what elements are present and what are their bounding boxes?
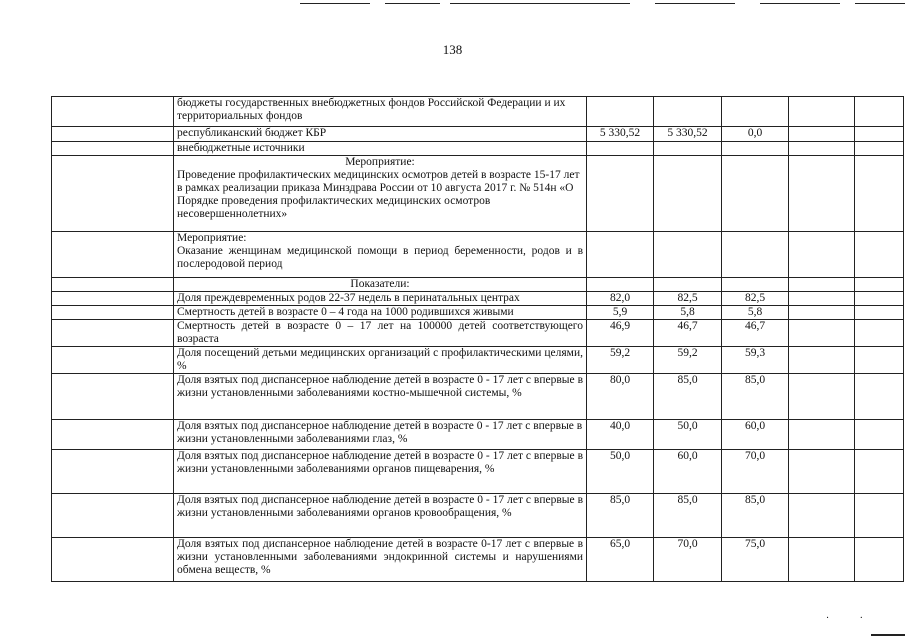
description-cell <box>174 292 587 306</box>
table-row <box>52 347 904 374</box>
value-cell-v2: 59,2 <box>654 347 722 374</box>
value-cell-v2: 46,7 <box>654 320 722 347</box>
value-cell-v2 <box>654 97 722 127</box>
value-cell-v1: 40,0 <box>587 420 654 450</box>
description-text: Доля взятых под диспансерное наблюдение детей в возрасте 0 - 17 лет с впервые в жизни установленными заболеваниями органов кровообращения, % <box>177 494 583 519</box>
description-text: Оказание женщинам медицинской помощи в период беременности, родов и в послеродовой период <box>177 245 583 270</box>
table-row <box>52 374 904 420</box>
value-cell-v3: 59,3 <box>722 347 789 374</box>
empty-cell <box>855 538 904 582</box>
value-cell-v3: 82,5 <box>722 292 789 306</box>
empty-cell <box>789 347 855 374</box>
description-cell <box>174 156 587 232</box>
table-row <box>52 494 904 538</box>
row-label-cell <box>52 374 174 420</box>
value-cell-v2: 70,0 <box>654 538 722 582</box>
value-cell-v1 <box>587 156 654 232</box>
table-row <box>52 278 904 292</box>
value-cell-v1 <box>587 142 654 156</box>
row-label-cell <box>52 320 174 347</box>
empty-cell <box>789 450 855 494</box>
empty-cell <box>855 127 904 142</box>
table-row <box>52 538 904 582</box>
value-cell-v1: 65,0 <box>587 538 654 582</box>
value-cell-v2 <box>654 278 722 292</box>
description-cell <box>174 306 587 320</box>
empty-cell <box>789 278 855 292</box>
description-text: Доля посещений детьми медицинских организаций с профилактическими целями, % <box>177 347 583 372</box>
table-row <box>52 320 904 347</box>
value-cell-v2: 82,5 <box>654 292 722 306</box>
value-cell-v2 <box>654 232 722 278</box>
description-cell <box>174 232 587 278</box>
description-text: Доля преждевременных родов 22-37 недель в перинатальных центрах <box>177 292 520 304</box>
description-cell <box>174 142 587 156</box>
description-text: Смертность детей в возрасте 0 – 4 года на 1000 родившихся живыми <box>177 306 514 318</box>
description-text: Доля взятых под диспансерное наблюдение детей в возрасте 0-17 лет с впервые в жизни установленными заболеваниями эндокринной системы и нарушениями обмена веществ, % <box>177 538 583 576</box>
empty-cell <box>855 306 904 320</box>
value-cell-v2: 85,0 <box>654 374 722 420</box>
row-label-cell <box>52 538 174 582</box>
value-cell-v2: 85,0 <box>654 494 722 538</box>
row-label-cell <box>52 420 174 450</box>
section-heading: Мероприятие: <box>177 232 247 244</box>
value-cell-v1: 85,0 <box>587 494 654 538</box>
scan-artifact-line <box>450 3 630 4</box>
value-cell-v1 <box>587 97 654 127</box>
empty-cell <box>855 420 904 450</box>
empty-cell <box>855 347 904 374</box>
empty-cell <box>855 97 904 127</box>
table-row <box>52 306 904 320</box>
table-row <box>52 420 904 450</box>
empty-cell <box>855 156 904 232</box>
value-cell-v3: 60,0 <box>722 420 789 450</box>
empty-cell <box>855 374 904 420</box>
description-text: Доля взятых под диспансерное наблюдение детей в возрасте 0 - 17 лет с впервые в жизни установленными заболеваниями костно-мышечной системы, % <box>177 374 583 399</box>
value-cell-v2 <box>654 142 722 156</box>
value-cell-v2: 50,0 <box>654 420 722 450</box>
table-row <box>52 292 904 306</box>
section-heading: Показатели: <box>350 278 410 290</box>
value-cell-v2: 5,8 <box>654 306 722 320</box>
description-cell <box>174 538 587 582</box>
empty-cell <box>855 494 904 538</box>
description-cell <box>174 347 587 374</box>
row-label-cell <box>52 292 174 306</box>
value-cell-v1: 50,0 <box>587 450 654 494</box>
scan-artifact-line <box>760 3 840 4</box>
description-cell <box>174 374 587 420</box>
value-cell-v1: 46,9 <box>587 320 654 347</box>
description-cell <box>174 278 587 292</box>
empty-cell <box>789 232 855 278</box>
empty-cell <box>855 450 904 494</box>
table-row <box>52 450 904 494</box>
table-row <box>52 232 904 278</box>
description-text: внебюджетные источники <box>177 142 305 154</box>
row-label-cell <box>52 347 174 374</box>
value-cell-v1 <box>587 232 654 278</box>
value-cell-v1: 59,2 <box>587 347 654 374</box>
value-cell-v3: 0,0 <box>722 127 789 142</box>
description-text: республиканский бюджет КБР <box>177 127 327 139</box>
empty-cell <box>789 97 855 127</box>
row-label-cell <box>52 142 174 156</box>
empty-cell <box>789 306 855 320</box>
value-cell-v2 <box>654 156 722 232</box>
empty-cell <box>855 142 904 156</box>
row-label-cell <box>52 450 174 494</box>
empty-cell <box>789 374 855 420</box>
scan-artifact-line <box>871 634 905 636</box>
row-label-cell <box>52 127 174 142</box>
scan-mark: · · <box>825 613 877 624</box>
row-label-cell <box>52 232 174 278</box>
table-row <box>52 127 904 142</box>
table-row <box>52 97 904 127</box>
empty-cell <box>789 538 855 582</box>
value-cell-v3 <box>722 156 789 232</box>
row-label-cell <box>52 156 174 232</box>
empty-cell <box>789 494 855 538</box>
value-cell-v3: 70,0 <box>722 450 789 494</box>
row-label-cell <box>52 494 174 538</box>
description-text: Смертность детей в возрасте 0 – 17 лет на 100000 детей соответствующего возраста <box>177 320 583 345</box>
scan-artifact-line <box>855 3 905 4</box>
value-cell-v2: 60,0 <box>654 450 722 494</box>
empty-cell <box>789 142 855 156</box>
value-cell-v3: 75,0 <box>722 538 789 582</box>
description-cell <box>174 320 587 347</box>
empty-cell <box>855 292 904 306</box>
description-cell <box>174 450 587 494</box>
description-text: Проведение профилактических медицинских осмотров детей в возрасте 15-17 лет в рамках реализации приказа Минздрава России от 10 августа 2017 г. № 514н «О Порядке проведения профилактических медицинских осмотров несовершеннолетних» <box>177 169 580 220</box>
value-cell-v3 <box>722 278 789 292</box>
empty-cell <box>789 292 855 306</box>
value-cell-v1: 82,0 <box>587 292 654 306</box>
description-cell <box>174 127 587 142</box>
description-cell <box>174 97 587 127</box>
value-cell-v3 <box>722 97 789 127</box>
scan-artifact-line <box>655 3 735 4</box>
description-text: Доля взятых под диспансерное наблюдение детей в возрасте 0 - 17 лет с впервые в жизни установленными заболеваниями органов пищеварения, % <box>177 450 583 475</box>
description-cell <box>174 420 587 450</box>
empty-cell <box>855 320 904 347</box>
value-cell-v3: 5,8 <box>722 306 789 320</box>
description-text: Доля взятых под диспансерное наблюдение детей в возрасте 0 - 17 лет с впервые в жизни установленными заболеваниями глаз, % <box>177 420 583 445</box>
scan-artifact-line <box>385 3 440 4</box>
empty-cell <box>855 278 904 292</box>
value-cell-v3: 85,0 <box>722 374 789 420</box>
empty-cell <box>855 232 904 278</box>
empty-cell <box>789 156 855 232</box>
value-cell-v1: 5,9 <box>587 306 654 320</box>
table-row <box>52 142 904 156</box>
value-cell-v2: 5 330,52 <box>654 127 722 142</box>
section-heading: Мероприятие: <box>345 156 415 168</box>
value-cell-v1: 80,0 <box>587 374 654 420</box>
row-label-cell <box>52 306 174 320</box>
value-cell-v1 <box>587 278 654 292</box>
value-cell-v3: 46,7 <box>722 320 789 347</box>
value-cell-v3 <box>722 232 789 278</box>
description-text: бюджеты государственных внебюджетных фондов Российской Федерации и их территориальных фондов <box>177 97 566 122</box>
value-cell-v1: 5 330,52 <box>587 127 654 142</box>
empty-cell <box>789 320 855 347</box>
value-cell-v3 <box>722 142 789 156</box>
scan-artifact-line <box>300 3 370 4</box>
value-cell-v3: 85,0 <box>722 494 789 538</box>
row-label-cell <box>52 278 174 292</box>
table-row <box>52 156 904 232</box>
empty-cell <box>789 420 855 450</box>
page-number: 138 <box>442 42 463 57</box>
program-indicators-table <box>51 96 904 582</box>
empty-cell <box>789 127 855 142</box>
description-cell <box>174 494 587 538</box>
row-label-cell <box>52 97 174 127</box>
